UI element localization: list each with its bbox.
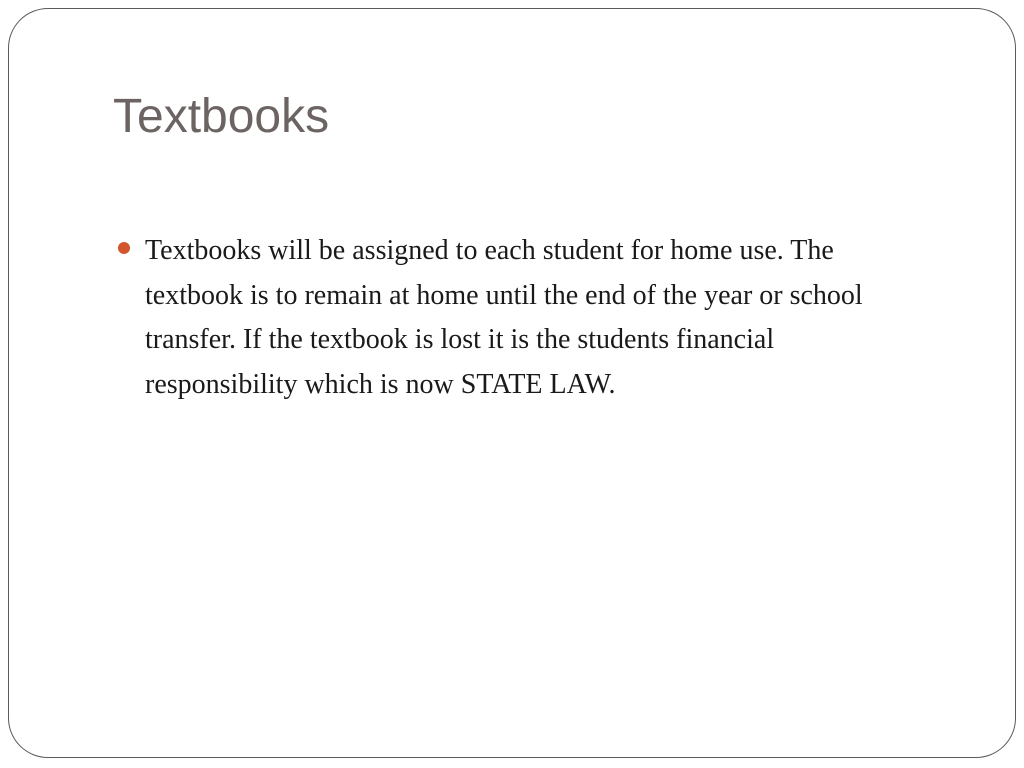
bullet-list [113, 229, 933, 407]
bullet-dot-icon [118, 242, 130, 254]
bullet-item [113, 229, 933, 407]
slide [8, 8, 1016, 758]
bullet-text: Textbooks will be assigned to each student for home use. The textbook is to remain at home until the end of the year or school transfer. If the textbook is lost it is the students financial responsibility which is now STATE LAW. [145, 235, 863, 400]
slide-title: Textbooks [113, 90, 330, 143]
